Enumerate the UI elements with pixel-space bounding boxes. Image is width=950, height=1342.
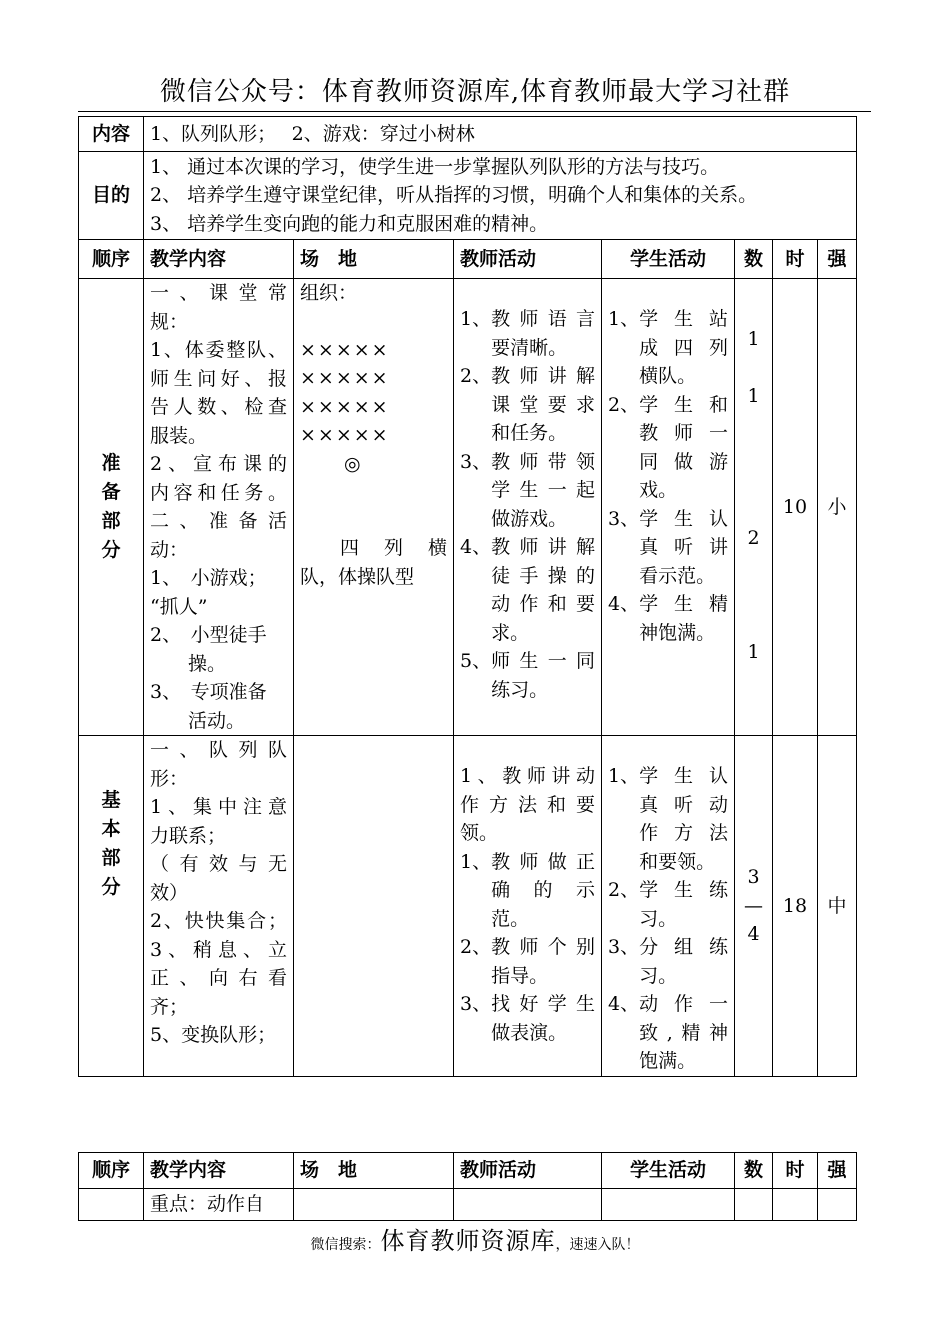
col-student: 学生活动: [602, 240, 735, 279]
basic-label-char: 本: [101, 818, 121, 840]
text-line: 5、变换队形；: [150, 1024, 277, 1046]
list-line: 学生站: [639, 308, 728, 330]
list-line: 真听讲: [639, 536, 728, 558]
list-item: [608, 990, 728, 1076]
footer-prefix: 微信搜索：: [310, 1237, 381, 1253]
text-line: 内容和任务。: [150, 481, 287, 504]
venue-note-line: 四 列 横: [340, 537, 447, 559]
cell: [773, 1189, 818, 1221]
prep-time: 10: [773, 279, 818, 736]
prep-label-char: 准: [101, 452, 121, 474]
list-num: 1、: [608, 765, 640, 787]
text-line: 师生问好、报: [150, 367, 287, 390]
list-line: 真听动: [639, 793, 728, 816]
list-item: [608, 876, 728, 933]
text-line: 2、快快集合；: [150, 910, 287, 932]
cell: [735, 1189, 773, 1221]
list-line: 饱满。: [639, 1050, 697, 1072]
count-value: 4: [747, 923, 760, 945]
list-num: 3、: [460, 993, 492, 1015]
text-line: 2、宣布课的: [150, 453, 287, 475]
list-line: 确的示: [491, 879, 595, 901]
list-num: 1、: [460, 308, 492, 330]
list-item: [460, 362, 595, 448]
list-line: 教师讲解: [491, 365, 595, 387]
list-line: 教师带领: [491, 450, 595, 473]
page-header: 微信公众号：体育教师资源库,体育教师最大学习社群: [159, 77, 791, 107]
text-line: 服装。: [150, 424, 208, 447]
list-num: 3、: [460, 450, 492, 473]
list-line: 教师语言: [491, 308, 595, 330]
footer-suffix: ，速速入队！: [555, 1237, 640, 1253]
lesson-plan-table: [78, 116, 857, 1077]
list-line: 学生认: [639, 765, 728, 787]
list-item: [460, 933, 595, 990]
list-line: 做表演。: [491, 1021, 568, 1044]
col-intensity: 强: [818, 240, 857, 279]
list-num: 1、: [460, 850, 492, 873]
goal-label: 目的: [79, 152, 144, 240]
list-num: 2、: [608, 393, 640, 416]
prep-venue: [294, 279, 454, 736]
venue-note-line: 队，体操队型: [300, 565, 415, 588]
list-num: 3、: [608, 507, 640, 530]
spacer: [300, 308, 447, 336]
text-line: 1、体委整队、: [150, 339, 287, 361]
text-line: 操。: [150, 652, 227, 675]
formation-row: ×××××: [300, 338, 390, 361]
text-line: 3、 专项准备: [150, 681, 267, 703]
text-line: （有效与无: [150, 853, 287, 875]
text-line: 3、稍息、立: [150, 938, 287, 961]
list-num: 4、: [608, 593, 640, 615]
prep-teaching-content: [144, 279, 294, 736]
col-teacher: 教师活动: [454, 240, 602, 279]
list-num: 1、: [608, 308, 640, 330]
list-line: 分组练: [639, 936, 728, 958]
prep-label-char: 部: [101, 510, 121, 532]
basic-label: [79, 736, 144, 1077]
text-line: 正、向右看: [150, 967, 287, 989]
col-venue: 场 地: [294, 240, 454, 279]
page-footer: [0, 1226, 950, 1260]
prep-label-char: 备: [101, 481, 121, 503]
spacer: [300, 478, 447, 534]
cell: [454, 1189, 602, 1221]
col-venue: 场 地: [294, 1153, 454, 1189]
list-line: 做游戏。: [491, 507, 568, 530]
list-item: [460, 533, 595, 647]
list-line: 求。: [491, 621, 530, 644]
list-num: 2、: [460, 365, 492, 387]
col-student: 学生活动: [602, 1153, 735, 1189]
text-line: 2、 小型徒手: [150, 624, 267, 646]
text-line: 齐；: [150, 995, 189, 1018]
list-line: 和要领。: [639, 850, 716, 873]
list-line: 动作和要: [491, 593, 595, 615]
venue-title: 组织：: [300, 282, 358, 304]
list-line: 神饱满。: [639, 621, 716, 644]
list-line: 练习。: [491, 678, 549, 701]
col-teacher: 教师活动: [454, 1153, 602, 1189]
list-num: 5、: [460, 650, 492, 672]
list-line: 找好学生: [491, 993, 595, 1015]
list-num: 4、: [460, 536, 492, 558]
basic-student-activity: [602, 736, 735, 1077]
list-item: [608, 590, 728, 647]
count-value: —: [744, 894, 763, 917]
column-header-row: [79, 1153, 857, 1189]
text-line: 一、队列队: [150, 739, 287, 761]
list-line: 学生和: [639, 393, 728, 416]
text-line: 形：: [150, 767, 189, 790]
list-line: 学生认: [639, 507, 728, 530]
list-item: [608, 505, 728, 591]
basic-time: 18: [773, 736, 818, 1077]
prep-teacher-activity: [454, 279, 602, 736]
list-line: 要清晰。: [491, 336, 568, 359]
list-line: 教师个别: [491, 936, 595, 958]
list-line: 徒手操的: [491, 564, 595, 587]
list-line: 同做游: [639, 450, 728, 473]
list-line: 成四列: [639, 336, 728, 359]
col-order: 顺序: [79, 240, 144, 279]
prep-section-row: [79, 279, 857, 736]
list-line: 看示范。: [639, 564, 716, 587]
list-line: 和任务。: [491, 422, 568, 444]
formation-row: ×××××: [300, 424, 390, 446]
list-line: 教师一: [639, 422, 728, 444]
count-value: 1: [747, 641, 760, 663]
cell: [79, 1189, 144, 1221]
list-line: 学生精: [639, 593, 728, 615]
list-line: 致,精神: [639, 1021, 728, 1044]
col-intensity: 强: [818, 1153, 857, 1189]
col-teaching: 教学内容: [144, 1153, 294, 1189]
teacher-position-mark: ◎: [344, 452, 361, 475]
content-label: 内容: [79, 117, 144, 152]
list-item: [460, 448, 595, 534]
list-line: 戏。: [639, 479, 678, 501]
list-line: 动作一: [639, 993, 728, 1015]
list-line: 教师讲解: [491, 536, 595, 558]
list-num: 2、: [608, 879, 640, 901]
text-line: “抓人”: [150, 595, 208, 618]
prep-label-char: 分: [101, 539, 121, 561]
col-count: 数: [735, 1153, 773, 1189]
list-line: 领。: [460, 822, 499, 844]
count-value: 3: [747, 866, 760, 888]
basic-section-row: [79, 736, 857, 1077]
list-line: 范。: [491, 907, 530, 930]
list-line: 指导。: [491, 964, 549, 987]
list-item: [608, 933, 728, 990]
text-line: 一、课堂常: [150, 282, 287, 304]
list-line: 教师做正: [491, 850, 595, 873]
list-num: 2、: [460, 936, 492, 958]
list-num: 4、: [608, 993, 640, 1015]
list-line: 习。: [639, 907, 678, 930]
count-value: 1: [747, 385, 760, 407]
col-count: 数: [735, 240, 773, 279]
list-item: [608, 305, 728, 391]
list-line: 师生一同: [491, 650, 595, 672]
column-header-row: [79, 240, 857, 279]
text-line: 二、准备活: [150, 510, 287, 532]
goal-item: 2、 培养学生遵守课堂纪律，听从指挥的习惯，明确个人和集体的关系。: [150, 184, 758, 207]
basic-label-char: 部: [101, 847, 121, 869]
text-line: 1、 小游戏；: [150, 567, 267, 589]
basic-intensity: 中: [818, 736, 857, 1077]
list-item: [460, 305, 595, 362]
list-item: [460, 848, 595, 934]
cell: [294, 1189, 454, 1221]
list-num: 3、: [608, 936, 640, 958]
prep-student-activity: [602, 279, 735, 736]
list-line: 课堂要求: [491, 393, 595, 416]
formation-row: ×××××: [300, 395, 390, 418]
list-item: [460, 647, 595, 704]
list-line: 作方法: [639, 822, 728, 844]
prep-label: [79, 279, 144, 736]
goal-item: 3、 培养学生变向跑的能力和克服困难的精神。: [150, 212, 549, 235]
list-line: 横队。: [639, 365, 697, 387]
goal-list: [144, 152, 857, 240]
col-order: 顺序: [79, 1153, 144, 1189]
list-item: [460, 990, 595, 1047]
text-line: 告人数、检查: [150, 396, 287, 418]
list-line: 学生练: [639, 879, 728, 901]
text-line: 效）: [150, 881, 189, 904]
text-line: 1、集中注意: [150, 796, 287, 818]
cell: [602, 1189, 735, 1221]
prep-counts: [735, 279, 773, 736]
list-line: 习。: [639, 964, 678, 987]
formation-row: ×××××: [300, 367, 390, 389]
teaching-cell: 重点：动作自: [144, 1189, 294, 1221]
cell: [818, 1189, 857, 1221]
list-line: 学生一起: [491, 479, 595, 501]
continuation-table: [78, 1152, 857, 1221]
basic-venue: [294, 736, 454, 1077]
goal-item: 1、 通过本次课的学习，使学生进一步掌握队列队形的方法与技巧。: [150, 155, 720, 178]
basic-teaching-content: [144, 736, 294, 1077]
header-rule: [78, 111, 871, 112]
basic-teacher-activity: [454, 736, 602, 1077]
content-value: 1、队列队形； 2、游戏：穿过小树林: [144, 117, 857, 152]
basic-label-char: 分: [101, 876, 121, 898]
col-time: 时: [773, 1153, 818, 1189]
list-line: 1、教师讲动: [460, 765, 595, 787]
text-line: 动：: [150, 538, 189, 561]
count-value: 1: [747, 328, 760, 350]
col-teaching: 教学内容: [144, 240, 294, 279]
footer-name: 体育教师资源库: [380, 1227, 556, 1255]
text-line: 活动。: [150, 709, 246, 732]
text-line: 力联系；: [150, 824, 227, 847]
list-item: [608, 762, 728, 876]
basic-label-char: 基: [101, 789, 121, 811]
table-row: [79, 1189, 857, 1221]
count-value: 2: [747, 527, 760, 549]
text-line: 规：: [150, 310, 189, 333]
basic-counts: [735, 736, 773, 1077]
col-time: 时: [773, 240, 818, 279]
list-item: [608, 391, 728, 505]
prep-intensity: 小: [818, 279, 857, 736]
list-line: 作方法和要: [460, 793, 595, 816]
